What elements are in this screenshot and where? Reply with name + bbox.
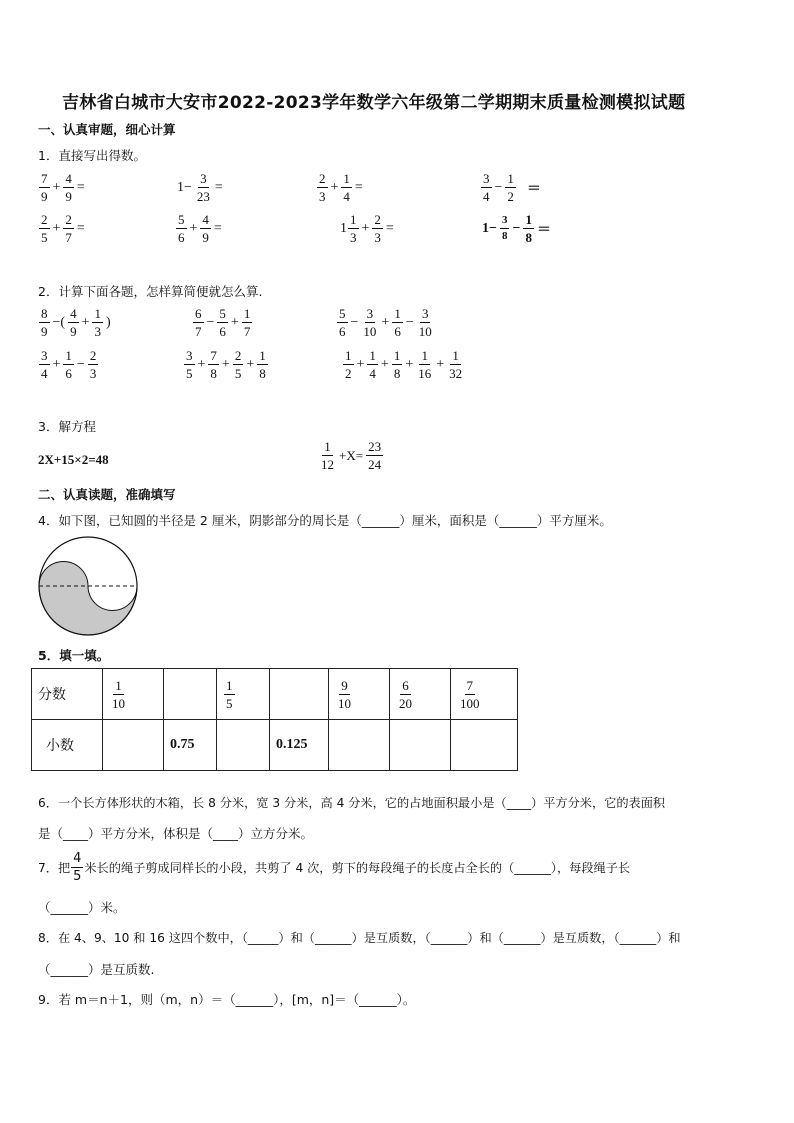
q7-suffix: 米长的绳子剪成同样长的小段，共剪了 4 次，剪下的每段绳子的长度占全长的（______），每段绳子长 bbox=[84, 861, 631, 875]
table-row bbox=[32, 720, 518, 771]
question-7-line-1: 7．把 $\frac{4}{5}$ 米长的绳子剪成同样长的小段，共剪了 4 次，剪下的每段绳子的长度占全长的（______），每段绳子长 bbox=[38, 851, 631, 884]
table-cell[interactable] bbox=[103, 720, 164, 771]
table-cell[interactable] bbox=[451, 720, 518, 771]
table-cell[interactable] bbox=[390, 720, 451, 771]
q1-item-4: $\frac{3}{4}$ − $\frac{1}{2}$ ＝ bbox=[483, 171, 541, 204]
q2-expr-2: $\frac{6}{7}$ − $\frac{5}{6}$ + $\frac{1}{7}$ bbox=[195, 306, 251, 339]
table-cell: $\frac{1}{10}$ bbox=[103, 669, 164, 720]
q2-expr-5: $\frac{3}{5}$ + $\frac{7}{8}$ + $\frac{2}{5}$ + $\frac{1}{8}$ bbox=[186, 348, 266, 381]
circle-figure bbox=[36, 536, 144, 636]
q2-expr-3: $\frac{5}{6}$ − $\frac{3}{10}$ + $\frac{1}{6}$ − $\frac{3}{10}$ bbox=[339, 306, 432, 339]
q1-item-5: $\frac{2}{5}$ + $\frac{2}{7}$ = bbox=[41, 212, 85, 245]
row-head-decimal: 小数 bbox=[32, 720, 103, 771]
question-8-line-2: （______）是互质数. bbox=[38, 962, 155, 977]
q1-item-1: $\frac{7}{9}$ + $\frac{4}{9}$ = bbox=[41, 171, 85, 204]
table-cell[interactable] bbox=[164, 669, 217, 720]
section-heading-1: 一、认真审题，细心计算 bbox=[38, 122, 176, 137]
q1-item-7: 1 $\frac{1}{3}$ + $\frac{2}{3}$ = bbox=[340, 212, 394, 245]
q2-expr-1: $\frac{8}{9}$ −( $\frac{4}{9}$ + $\frac{1}{3}$ ) bbox=[41, 306, 111, 339]
question-4-text: 4．如下图，已知圆的半径是 2 厘米，阴影部分的周长是（______）厘米，面积是（______）平方厘米。 bbox=[38, 513, 612, 528]
question-6-line-2: 是（____）平方分米，体积是（____）立方分米。 bbox=[38, 826, 314, 841]
table-cell[interactable] bbox=[217, 720, 270, 771]
table-cell: $\frac{1}{5}$ bbox=[217, 669, 270, 720]
table-cell: 0.125 bbox=[270, 720, 329, 771]
row-head-fraction: 分数 bbox=[32, 669, 103, 720]
table-cell[interactable] bbox=[329, 720, 390, 771]
table-cell: $\frac{6}{20}$ bbox=[390, 669, 451, 720]
question-3-label: 3．解方程 bbox=[38, 419, 96, 434]
q3-equation-2: $\frac{1}{12}$ +X= $\frac{23}{24}$ bbox=[321, 439, 382, 472]
question-9-text: 9．若 m＝n＋1，则（m，n）＝（______），[m，n]＝（______）。 bbox=[38, 992, 416, 1007]
q2-expr-6: $\frac{1}{2}$ + $\frac{1}{4}$ + $\frac{1}{8}$ + $\frac{1}{16}$ + $\frac{1}{32}$ bbox=[345, 348, 463, 381]
table-cell: $\frac{9}{10}$ bbox=[329, 669, 390, 720]
table-cell: $\frac{7}{100}$ bbox=[451, 669, 518, 720]
fill-table bbox=[31, 668, 518, 771]
table-row bbox=[32, 669, 518, 720]
question-1-label: 1．直接写出得数。 bbox=[38, 148, 146, 163]
table-cell[interactable] bbox=[270, 669, 329, 720]
page-title: 吉林省白城市大安市2022-2023学年数学六年级第二学期期末质量检测模拟试题 bbox=[62, 93, 686, 113]
shaded-region bbox=[39, 562, 137, 636]
table-cell: 0.75 bbox=[164, 720, 217, 771]
question-6-line-1: 6．一个长方体形状的木箱，长 8 分米，宽 3 分米，高 4 分米，它的占地面积最小是（____）平方分米，它的表面积 bbox=[38, 796, 666, 810]
q1-item-2: 1− $\frac{3}{23}$ = bbox=[177, 171, 223, 204]
question-2-label: 2．计算下面各题，怎样算简便就怎么算. bbox=[38, 284, 263, 299]
q3-equation-1: 2X+15×2=48 bbox=[38, 452, 109, 467]
section-heading-2: 二、认真读题，准确填写 bbox=[38, 487, 176, 502]
q1-item-6: $\frac{5}{6}$ + $\frac{4}{9}$ = bbox=[178, 212, 222, 245]
q2-expr-4: $\frac{3}{4}$ + $\frac{1}{6}$ − $\frac{2}{3}$ bbox=[41, 348, 97, 381]
q1-item-8: 1− $\frac{3}{8}$ − $\frac{1}{8}$ ＝ bbox=[482, 212, 551, 245]
question-5-label: 5．填一填。 bbox=[38, 648, 110, 663]
q1-item-3: $\frac{2}{3}$ + $\frac{1}{4}$ = bbox=[319, 171, 363, 204]
question-8-line-1: 8．在 4、9、10 和 16 这四个数中，（_____）和（______）是互质数，（______）和（______）是互质数，（______）和 bbox=[38, 931, 681, 945]
question-7-line-2: （______）米。 bbox=[38, 900, 126, 915]
q7-prefix: 7．把 bbox=[38, 861, 71, 875]
